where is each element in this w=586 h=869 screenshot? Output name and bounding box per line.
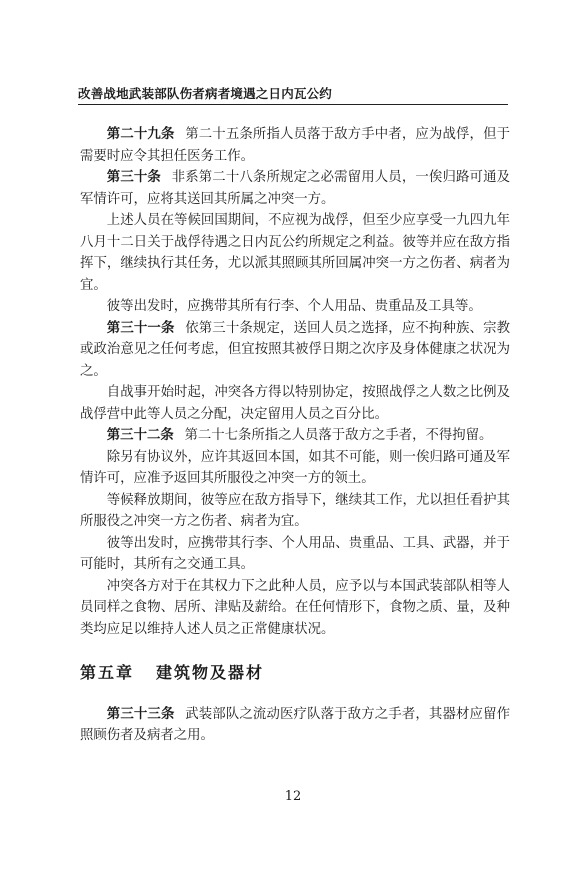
running-header: 改善战地武装部队伤者病者境遇之日内瓦公约 — [78, 86, 333, 101]
paragraph-text: 等候释放期间，彼等应在敌方指导下，继续其工作，尤以担任看护其所服役之冲突一方之伤者、病者为宜。 — [80, 492, 510, 529]
chapter-title: 建筑物及器材 — [156, 663, 265, 682]
paragraph — [80, 576, 510, 641]
paragraph-text: 第二十五条所指人员落于敌方手中者，应为战俘，但于需要时应令其担任医务工作。 — [80, 127, 511, 164]
paragraph-text: 第二十七条所指之人员落于敌方之手者，不得拘留。 — [184, 428, 493, 443]
article-number: 第三十条 — [106, 170, 161, 185]
chapter-heading — [80, 662, 510, 684]
paragraph-art30 — [80, 167, 510, 210]
paragraph — [80, 382, 510, 425]
article-number: 第三十二条 — [106, 428, 174, 443]
paragraph — [80, 490, 510, 533]
paragraph-text: 彼等出发时，应携带其所有行李、个人用品、贵重品及工具等。 — [106, 299, 482, 314]
page-body — [80, 124, 510, 747]
paragraph — [80, 296, 510, 318]
paragraph-art29 — [80, 124, 510, 167]
article-number: 第二十九条 — [106, 127, 175, 142]
paragraph-art32 — [80, 425, 510, 447]
header-rule — [78, 104, 508, 105]
paragraph-art33 — [80, 704, 510, 747]
paragraph-text: 冲突各方对于在其权力下之此种人员，应予以与本国武装部队相等人员同样之食物、居所、津贴及薪给。在任何情形下，食物之质、量，及种类均应足以维持人述人员之正常健康状况。 — [80, 578, 510, 637]
paragraph-text: 依第三十条规定，送回人员之选择，应不拘种族、宗教或政治意见之任何考虑，但宜按照其被俘日期之次序及身体健康之状况为之。 — [80, 320, 511, 379]
paragraph-art31 — [80, 318, 510, 383]
paragraph-text: 彼等出发时，应携带其行李、个人用品、贵重品、工具、武器，并于可能时，其所有之交通工具。 — [80, 535, 510, 572]
paragraph — [80, 533, 510, 576]
paragraph-text: 非系第二十八条所规定之必需留用人员，一俟归路可通及军情许可，应将其送回其所属之冲突一方。 — [80, 170, 510, 207]
paragraph — [80, 447, 510, 490]
article-number: 第三十一条 — [106, 320, 175, 336]
article-number: 第三十三条 — [106, 706, 175, 722]
paragraph-text: 自战事开始时起，冲突各方得以特别协定，按照战俘之人数之比例及战俘营中此等人员之分配，决定留用人员之百分比。 — [80, 385, 510, 422]
paragraph-text: 武装部队之流动医疗队落于敌方之手者，其器材应留作照顾伤者及病者之用。 — [80, 706, 511, 743]
paragraph — [80, 210, 510, 296]
paragraph-text: 除另有协议外，应许其返回本国，如其不可能，则一俟归路可通及军情许可，应准予返回其所服役之冲突一方的领土。 — [80, 449, 510, 486]
page-number: 12 — [284, 789, 302, 804]
paragraph-text: 上述人员在等候回国期间，不应视为战俘，但至少应享受一九四九年八月十二日关于战俘待遇之日内瓦公约所规定之利益。彼等并应在敌方指挥下，继续执行其任务，尤以派其照顾其所回属冲突一方之伤者、病者为宜。 — [80, 213, 510, 293]
chapter-number: 第五章 — [80, 663, 135, 682]
